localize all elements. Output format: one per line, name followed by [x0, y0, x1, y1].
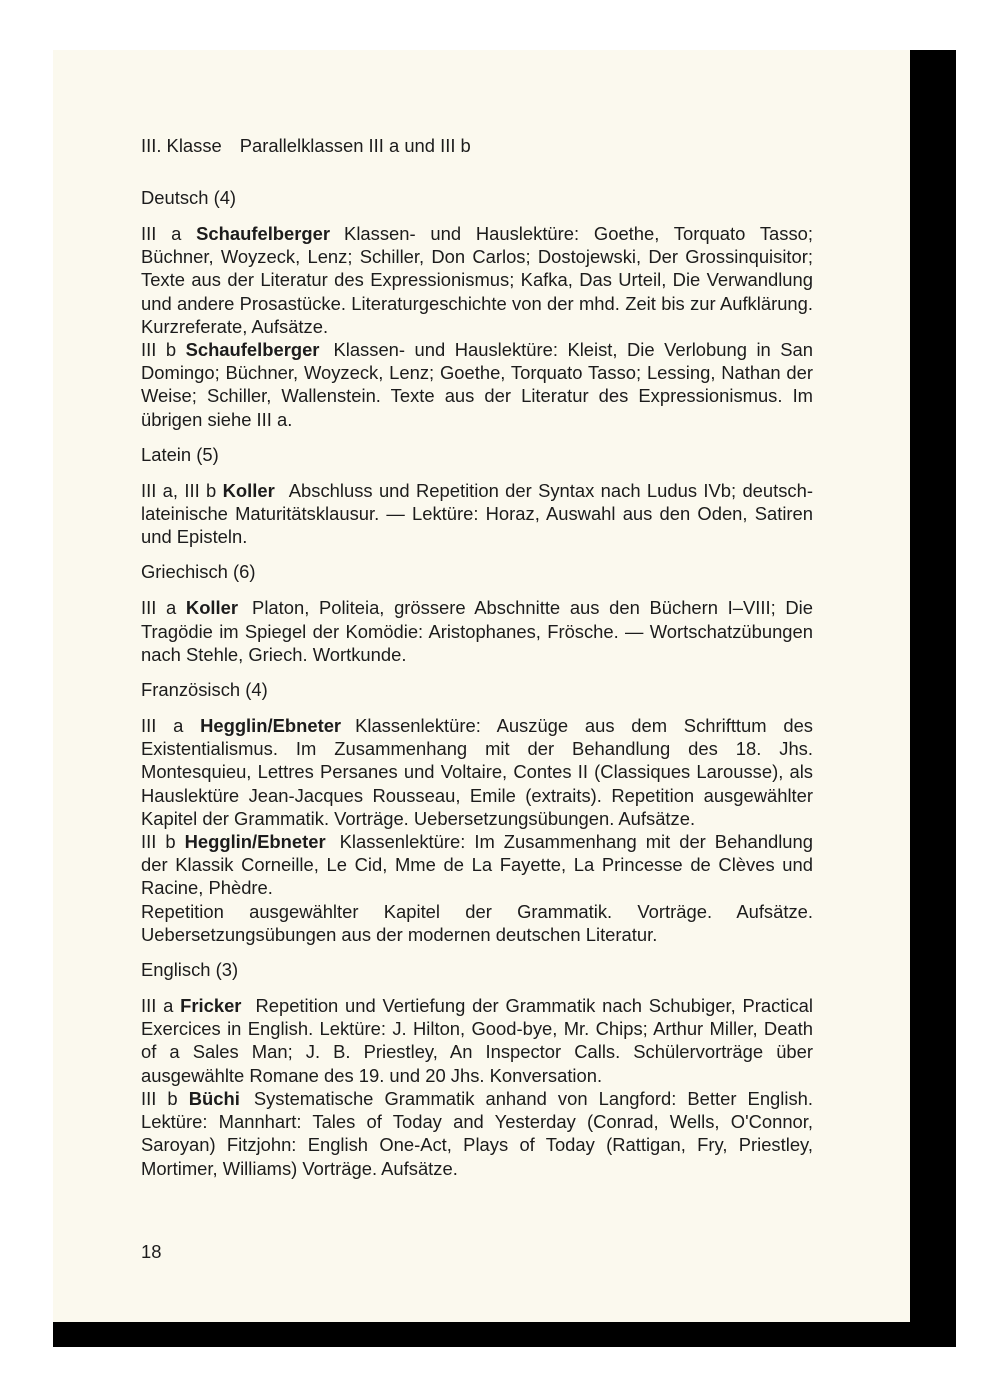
class-label: III b — [141, 831, 176, 853]
entry-text: Abschluss und Repetition der Syntax nach Ludus IVb; deutsch-lateinische Maturitätsklausur. — Lektüre: Horaz, Auswahl aus den Oden, Satiren und Episteln. — [141, 479, 813, 548]
section-latein — [141, 442, 813, 549]
entry — [141, 994, 813, 1087]
entry — [141, 830, 813, 900]
section-englisch — [141, 957, 813, 1180]
entry-text: Klassen- und Hauslektüre: Goethe, Torquato Tasso; Büchner, Woyzeck, Lenz; Schiller, Don Carlos; Dostojewski, Der Grossinquisitor; Texte aus der Literatur des Expressionismus; Kafka, Das Urteil, Die Verwandlung und andere Prosastücke. Literaturgeschichte von der mhd. Zeit bis zur Aufklärung. Kurzreferate, Aufsätze. — [141, 223, 813, 337]
subject-title: Griechisch (6) — [141, 561, 256, 583]
class-label: III a — [141, 223, 182, 244]
section-deutsch — [141, 185, 813, 431]
entry-text: Klassenlektüre: Auszüge aus dem Schrifttum des Existentialismus. Im Zusammenhang mit der Behandlung des 18. Jhs. Montesquieu, Lettres Persanes und Voltaire, Contes II (Classiques Larousse), als Hauslektüre Jean-Jacques Rousseau, Emile (extraits). Repetition ausgewählter Kapitel der Grammatik. Vorträge. Uebersetzungsübungen. Aufsätze. — [141, 715, 813, 829]
entry-text: Klassen- und Hauslektüre: Kleist, Die Verlobung in San Domingo; Büchner, Woyzeck, Lenz; Goethe, Torquato Tasso; Lessing, Nathan der Weise; Schiller, Wallenstein. Texte aus der Literatur des Expressionismus. Im übrigen siehe III a. — [141, 339, 813, 430]
scan-frame — [53, 50, 956, 1347]
entry — [141, 596, 813, 666]
subject-title: Französisch (4) — [141, 679, 268, 701]
page-number: 18 — [141, 1241, 162, 1262]
subject-title: Latein (5) — [141, 443, 219, 465]
entry — [141, 1087, 813, 1180]
class-label: III a — [141, 995, 174, 1017]
entry — [141, 338, 813, 431]
klasse-label: III. Klasse — [141, 135, 222, 156]
teacher-name: Koller — [185, 597, 239, 619]
subject-title: Deutsch (4) — [141, 187, 237, 208]
entry-text: Platon, Politeia, grössere Abschnitte aus den Büchern I–VIII; Die Tragödie im Spiegel der Komödie: Aristophanes, Frösche. — Wortschatzübungen nach Stehle, Griech. Wortkunde. — [141, 597, 813, 665]
class-label: III b — [141, 1087, 178, 1109]
document-page — [53, 50, 910, 1322]
entry-text: Klassenlektüre: Im Zusammenhang mit der Behandlung der Klassik Corneille, Le Cid, Mme de La Fayette, La Princesse de Clèves und Racine, Phèdre. — [141, 831, 813, 899]
teacher-name: Koller — [222, 479, 275, 501]
teacher-name: Büchi — [188, 1087, 240, 1109]
entry — [141, 222, 813, 338]
class-label: III a — [141, 597, 177, 619]
subject-title: Englisch (3) — [141, 959, 239, 981]
page-content — [141, 133, 813, 1191]
class-heading — [141, 133, 813, 159]
entry-text: Systematische Grammatik anhand von Langford: Better English. Lektüre: Mannhart: Tales of Today and Yesterday (Conrad, Wells, O'Connor, Saroyan) Fitzjohn: English One-Act, Plays of Today (Rattigan, Fry, Priestley, Mortimer, Williams) Vorträge. Aufsätze. — [141, 1087, 813, 1179]
section-franzoesisch — [141, 677, 813, 946]
teacher-name: Fricker — [180, 995, 242, 1017]
entry-text: Repetition und Vertiefung der Grammatik nach Schubiger, Practical Exercices in English. Lektüre: J. Hilton, Good-bye, Mr. Chips; Arthur Miller, Death of a Sales Man; J. B. Priestley, An Inspector Calls. Schülervorträge über ausgewählte Romane des 19. und 20 Jhs. Konversation. — [141, 995, 813, 1086]
class-label: III a, III b — [141, 479, 217, 501]
class-label: III a — [141, 715, 184, 737]
teacher-name: Hegglin/Ebneter — [184, 831, 326, 853]
entry-continuation: Repetition ausgewählter Kapitel der Grammatik. Vorträge. Aufsätze. Uebersetzungsübungen aus der modernen deutschen Literatur. — [141, 900, 813, 945]
teacher-name: Schaufelberger — [185, 339, 320, 361]
entry — [141, 479, 813, 549]
teacher-name: Hegglin/Ebneter — [200, 715, 342, 737]
section-griechisch — [141, 559, 813, 666]
parallel-label: Parallelklassen III a und III b — [239, 135, 471, 156]
teacher-name: Schaufelberger — [196, 223, 331, 244]
class-label: III b — [141, 339, 177, 361]
entry — [141, 714, 813, 830]
